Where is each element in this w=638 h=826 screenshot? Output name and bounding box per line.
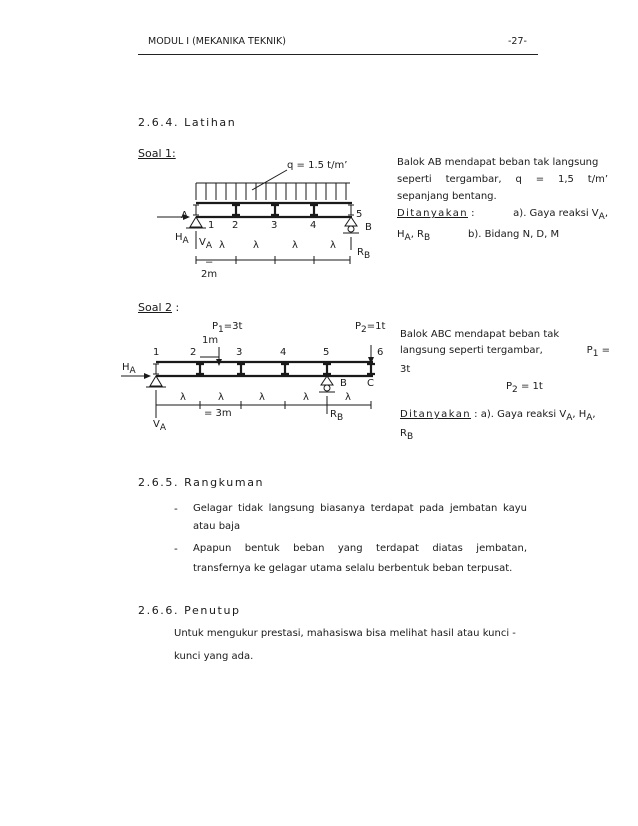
header-page-number: -27- [508, 36, 527, 47]
soal2-cross-beams [153, 364, 375, 374]
soal1-node-3: 3 [271, 220, 278, 231]
soal2-ditanyakan: Ditanyakan [400, 409, 471, 420]
soal2-pin-support-a [150, 376, 162, 386]
soal1-va-label: $V_A$ [199, 237, 213, 251]
rangkuman-item-2-line2: transfernya ke gelagar utama selalu berbentuk beban terpusat. [193, 563, 513, 574]
soal1-question-b: b). Bidang N, D, M [468, 229, 560, 240]
soal2-ha-label: $H_A$ [122, 362, 136, 376]
soal2-lambda-4: λ [303, 392, 309, 403]
soal1-support-a-label: A [181, 210, 188, 221]
section-penutup-title: 2.6.6. Penutup [138, 604, 241, 617]
soal1-lambda-eq: = [205, 256, 214, 267]
rangkuman-bullet-1: - [174, 503, 178, 515]
soal1-question-a: Ditanyakan : a). Gaya reaksi $V_A$, [397, 208, 608, 222]
soal2-lambda-2: λ [218, 392, 224, 403]
soal2-node-2: 2 [190, 347, 197, 358]
soal1-label: Soal 1: [138, 147, 176, 160]
soal2-text-line2: langsung seperti tergambar, $P_1$ = [400, 345, 610, 359]
soal1-node-4: 4 [310, 220, 317, 231]
soal2-node-4: 4 [280, 347, 287, 358]
soal2-question: Ditanyakan : a). Gaya reaksi $V_A$, $H_A$, [400, 409, 596, 423]
soal2-question-rb: $R_B$ [400, 428, 414, 442]
soal2-support-b-label: B [340, 378, 347, 389]
soal1-text-line2: seperti tergambar, q = 1,5 t/m’ [397, 174, 608, 185]
soal1-text-line5: $H_A$, $R_B$ [397, 229, 431, 243]
soal1-support-b-label: B [365, 222, 372, 233]
soal1-load-label: q = 1.5 t/m’ [287, 160, 348, 171]
soal2-label: Soal 2 : [138, 301, 180, 314]
soal2-support-c-label: C [367, 378, 374, 389]
soal2-node-1: 1 [153, 347, 160, 358]
penutup-line2: kunci yang ada. [174, 651, 254, 662]
soal1-lambda-2: λ [253, 240, 259, 251]
soal2-rb-label: $R_B$ [330, 409, 344, 423]
soal2-p1-label: $P_1=3t$ [212, 321, 243, 335]
soal1-lambda-1: λ [219, 240, 225, 251]
rangkuman-item-2-line1: Apapun bentuk beban yang terdapat diatas jembatan, [193, 543, 527, 554]
penutup-line1: Untuk mengukur prestasi, mahasiswa bisa melihat hasil atau kunci - [174, 628, 516, 639]
soal1-lambda-value: 2m [201, 269, 218, 280]
header-module: MODUL I (MEKANIKA TEKNIK) [148, 36, 286, 47]
soal2-lambda-3: λ [259, 392, 265, 403]
soal2-text-p2: $P_2 = 1t$ [506, 381, 543, 395]
soal2-description [400, 327, 610, 445]
soal2-node-3: 3 [236, 347, 243, 358]
section-rangkuman-title: 2.6.5. Rangkuman [138, 476, 265, 489]
rangkuman-item-1-line1: Gelagar tidak langsung biasanya terdapat pada jembatan kayu [193, 503, 527, 514]
soal1-rb-label: $R_B$ [357, 247, 371, 261]
soal2-roller-support-b [321, 376, 333, 385]
soal1-ditanyakan: Ditanyakan [397, 208, 468, 219]
soal2-text-line1: Balok ABC mendapat beban tak [400, 329, 560, 340]
soal1-lambda-4: λ [330, 240, 336, 251]
soal2-node-5: 5 [323, 347, 330, 358]
rangkuman-item-1-line2: atau baja [193, 521, 241, 532]
soal2-lambda-value: = 3m [204, 408, 232, 419]
soal2-lambda-1: λ [180, 392, 186, 403]
soal2-text-line3: 3t [400, 364, 411, 375]
soal2-p2-label: $P_2=1t$ [355, 321, 386, 335]
soal2-va-label: $V_A$ [153, 419, 167, 433]
soal1-node-1: 1 [208, 220, 215, 231]
soal1-ha-label: $H_A$ [175, 232, 189, 246]
soal1-text-line3: sepanjang bentang. [397, 191, 497, 202]
soal1-text-line1: Balok AB mendapat beban tak langsung [397, 157, 599, 168]
rangkuman-bullet-2: - [174, 543, 178, 555]
soal1-node-2: 2 [232, 220, 239, 231]
soal1-lambda-3: λ [292, 240, 298, 251]
section-latihan-title: 2.6.4. Latihan [138, 116, 237, 129]
soal1-node-5: 5 [356, 209, 363, 220]
soal2-node-6: 6 [377, 347, 384, 358]
soal2-lambda-5: λ [345, 392, 351, 403]
soal2-1m-label: 1m [202, 335, 219, 346]
